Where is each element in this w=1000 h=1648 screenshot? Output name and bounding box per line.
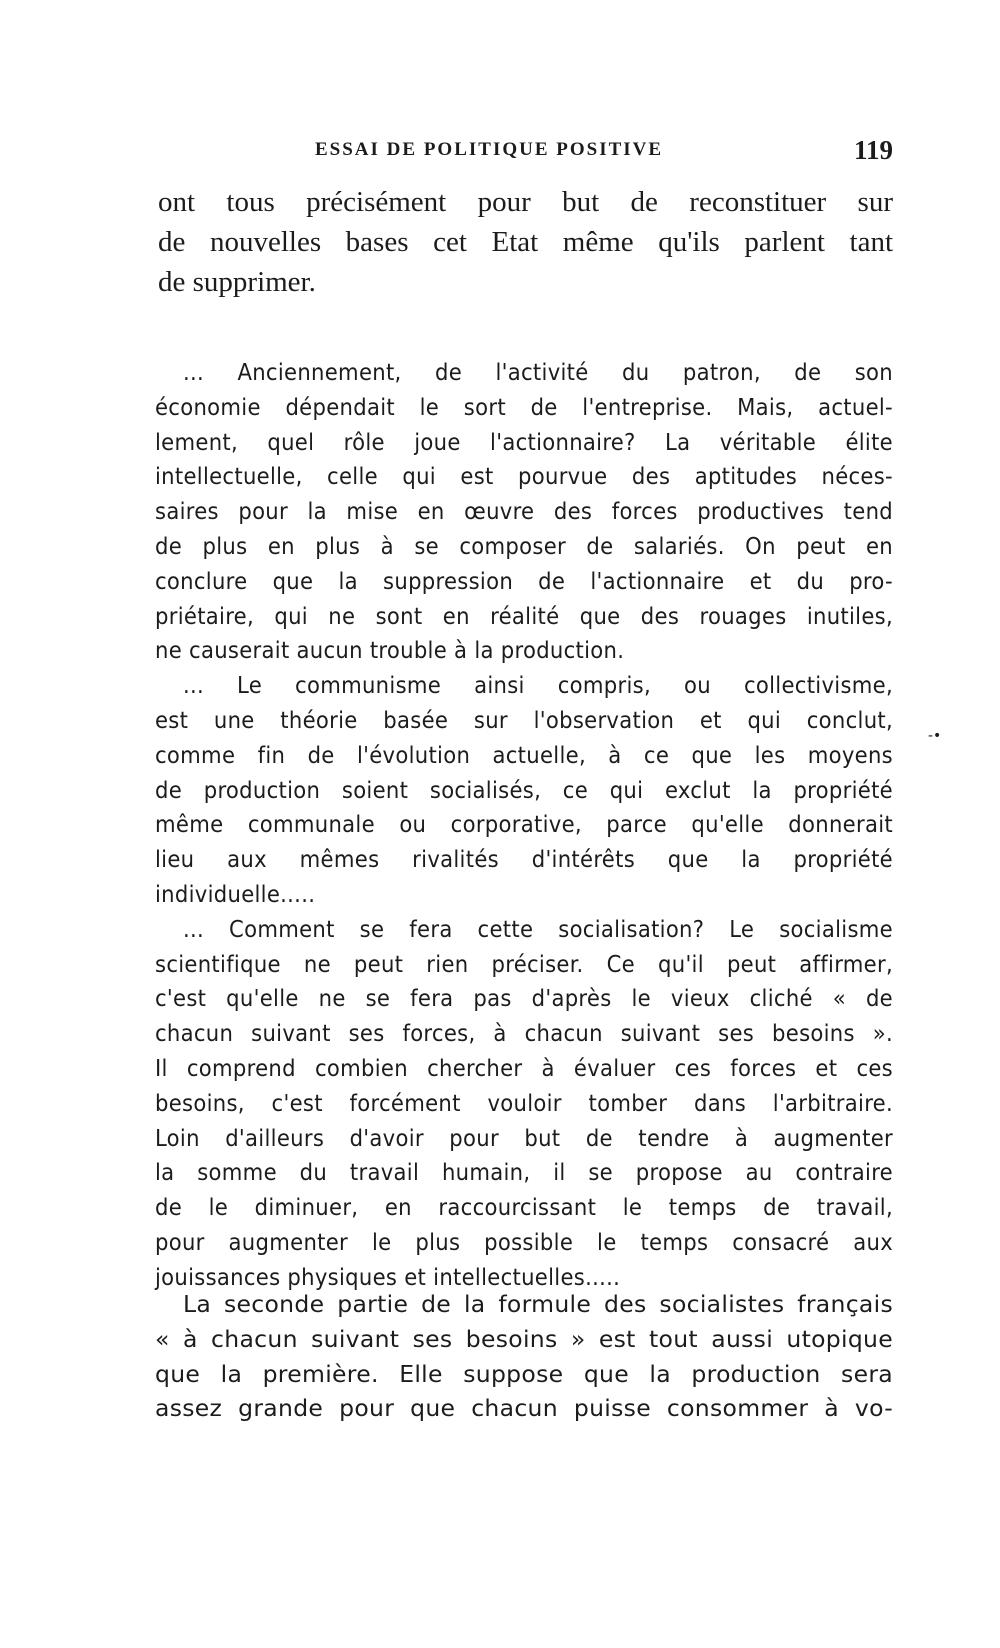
text-line: besoins, c'est forcément vouloir tomber dans l'arbitraire. — [155, 1088, 893, 1117]
text-line: lement, quel rôle joue l'actionnaire? La véritable élite — [155, 427, 893, 456]
text-line: individuelle..... — [155, 879, 316, 908]
text-line: jouissances physiques et intellectuelles..... — [155, 1262, 621, 1291]
text-line: ne causerait aucun trouble à la production. — [155, 636, 625, 665]
closing-paragraph — [155, 1287, 893, 1426]
text-line: scientifique ne peut rien préciser. Ce qu'il peut affirmer, — [155, 949, 893, 978]
text-line: de nouvelles bases cet Etat même qu'ils parlent tant — [158, 226, 893, 258]
quoted-paragraph — [155, 668, 893, 912]
text-line: La seconde partie de la formule des socialistes français — [183, 1290, 893, 1318]
text-line: c'est qu'elle ne se fera pas d'après le vieux cliché « de — [155, 984, 893, 1013]
text-line: économie dépendait le sort de l'entreprise. Mais, actuel- — [155, 392, 893, 421]
text-line: intellectuelle, celle qui est pourvue des aptitudes néces- — [155, 462, 893, 491]
quoted-passage — [155, 355, 893, 1295]
quoted-paragraph — [155, 355, 893, 668]
text-line: de supprimer. — [158, 266, 316, 298]
page-number: 119 — [853, 135, 893, 165]
text-line: ... Comment se fera cette socialisation? Le socialisme — [183, 914, 893, 943]
text-line: ont tous précisément pour but de reconstituer sur — [158, 186, 893, 218]
running-head — [155, 135, 893, 167]
text-line: lieu aux mêmes rivalités d'intérêts que la propriété — [155, 845, 893, 874]
text-line: assez grande pour que chacun puisse consommer à vo- — [155, 1394, 893, 1423]
text-line: de le diminuer, en raccourcissant le temps de travail, — [155, 1193, 893, 1222]
text-line: même communale ou corporative, parce qu'elle donnerait — [155, 810, 893, 839]
quoted-paragraph — [155, 912, 893, 1295]
text-line: comme fin de l'évolution actuelle, à ce que les moyens — [155, 740, 893, 769]
text-line: est une théorie basée sur l'observation et qui conclut, — [155, 705, 893, 734]
margin-mark: -• — [928, 728, 942, 744]
text-line: ... Le communisme ainsi compris, ou collectivisme, — [183, 671, 893, 700]
text-line: ... Anciennement, de l'activité du patron, de son — [183, 358, 893, 386]
opening-paragraph — [158, 182, 893, 302]
text-line: de production soient socialisés, ce qui exclut la propriété — [155, 775, 893, 804]
text-line: Loin d'ailleurs d'avoir pour but de tendre à augmenter — [155, 1123, 893, 1152]
text-line: que la première. Elle suppose que la production sera — [155, 1359, 893, 1388]
text-line: chacun suivant ses forces, à chacun suivant ses besoins ». — [155, 1019, 893, 1048]
text-line: « à chacun suivant ses besoins » est tout aussi utopique — [155, 1324, 893, 1353]
text-line: de plus en plus à se composer de salariés. On peut en — [155, 531, 893, 560]
text-line: pour augmenter le plus possible le temps consacré aux — [155, 1227, 893, 1256]
running-title: ESSAI DE POLITIQUE POSITIVE — [315, 139, 664, 160]
text-line: saires pour la mise en œuvre des forces productives tend — [155, 497, 893, 526]
text-line: conclure que la suppression de l'actionnaire et du pro- — [155, 566, 893, 595]
text-line: priétaire, qui ne sont en réalité que des rouages inutiles, — [155, 601, 893, 630]
text-line: Il comprend combien chercher à évaluer ces forces et ces — [155, 1053, 893, 1082]
text-line: la somme du travail humain, il se propose au contraire — [155, 1158, 893, 1187]
